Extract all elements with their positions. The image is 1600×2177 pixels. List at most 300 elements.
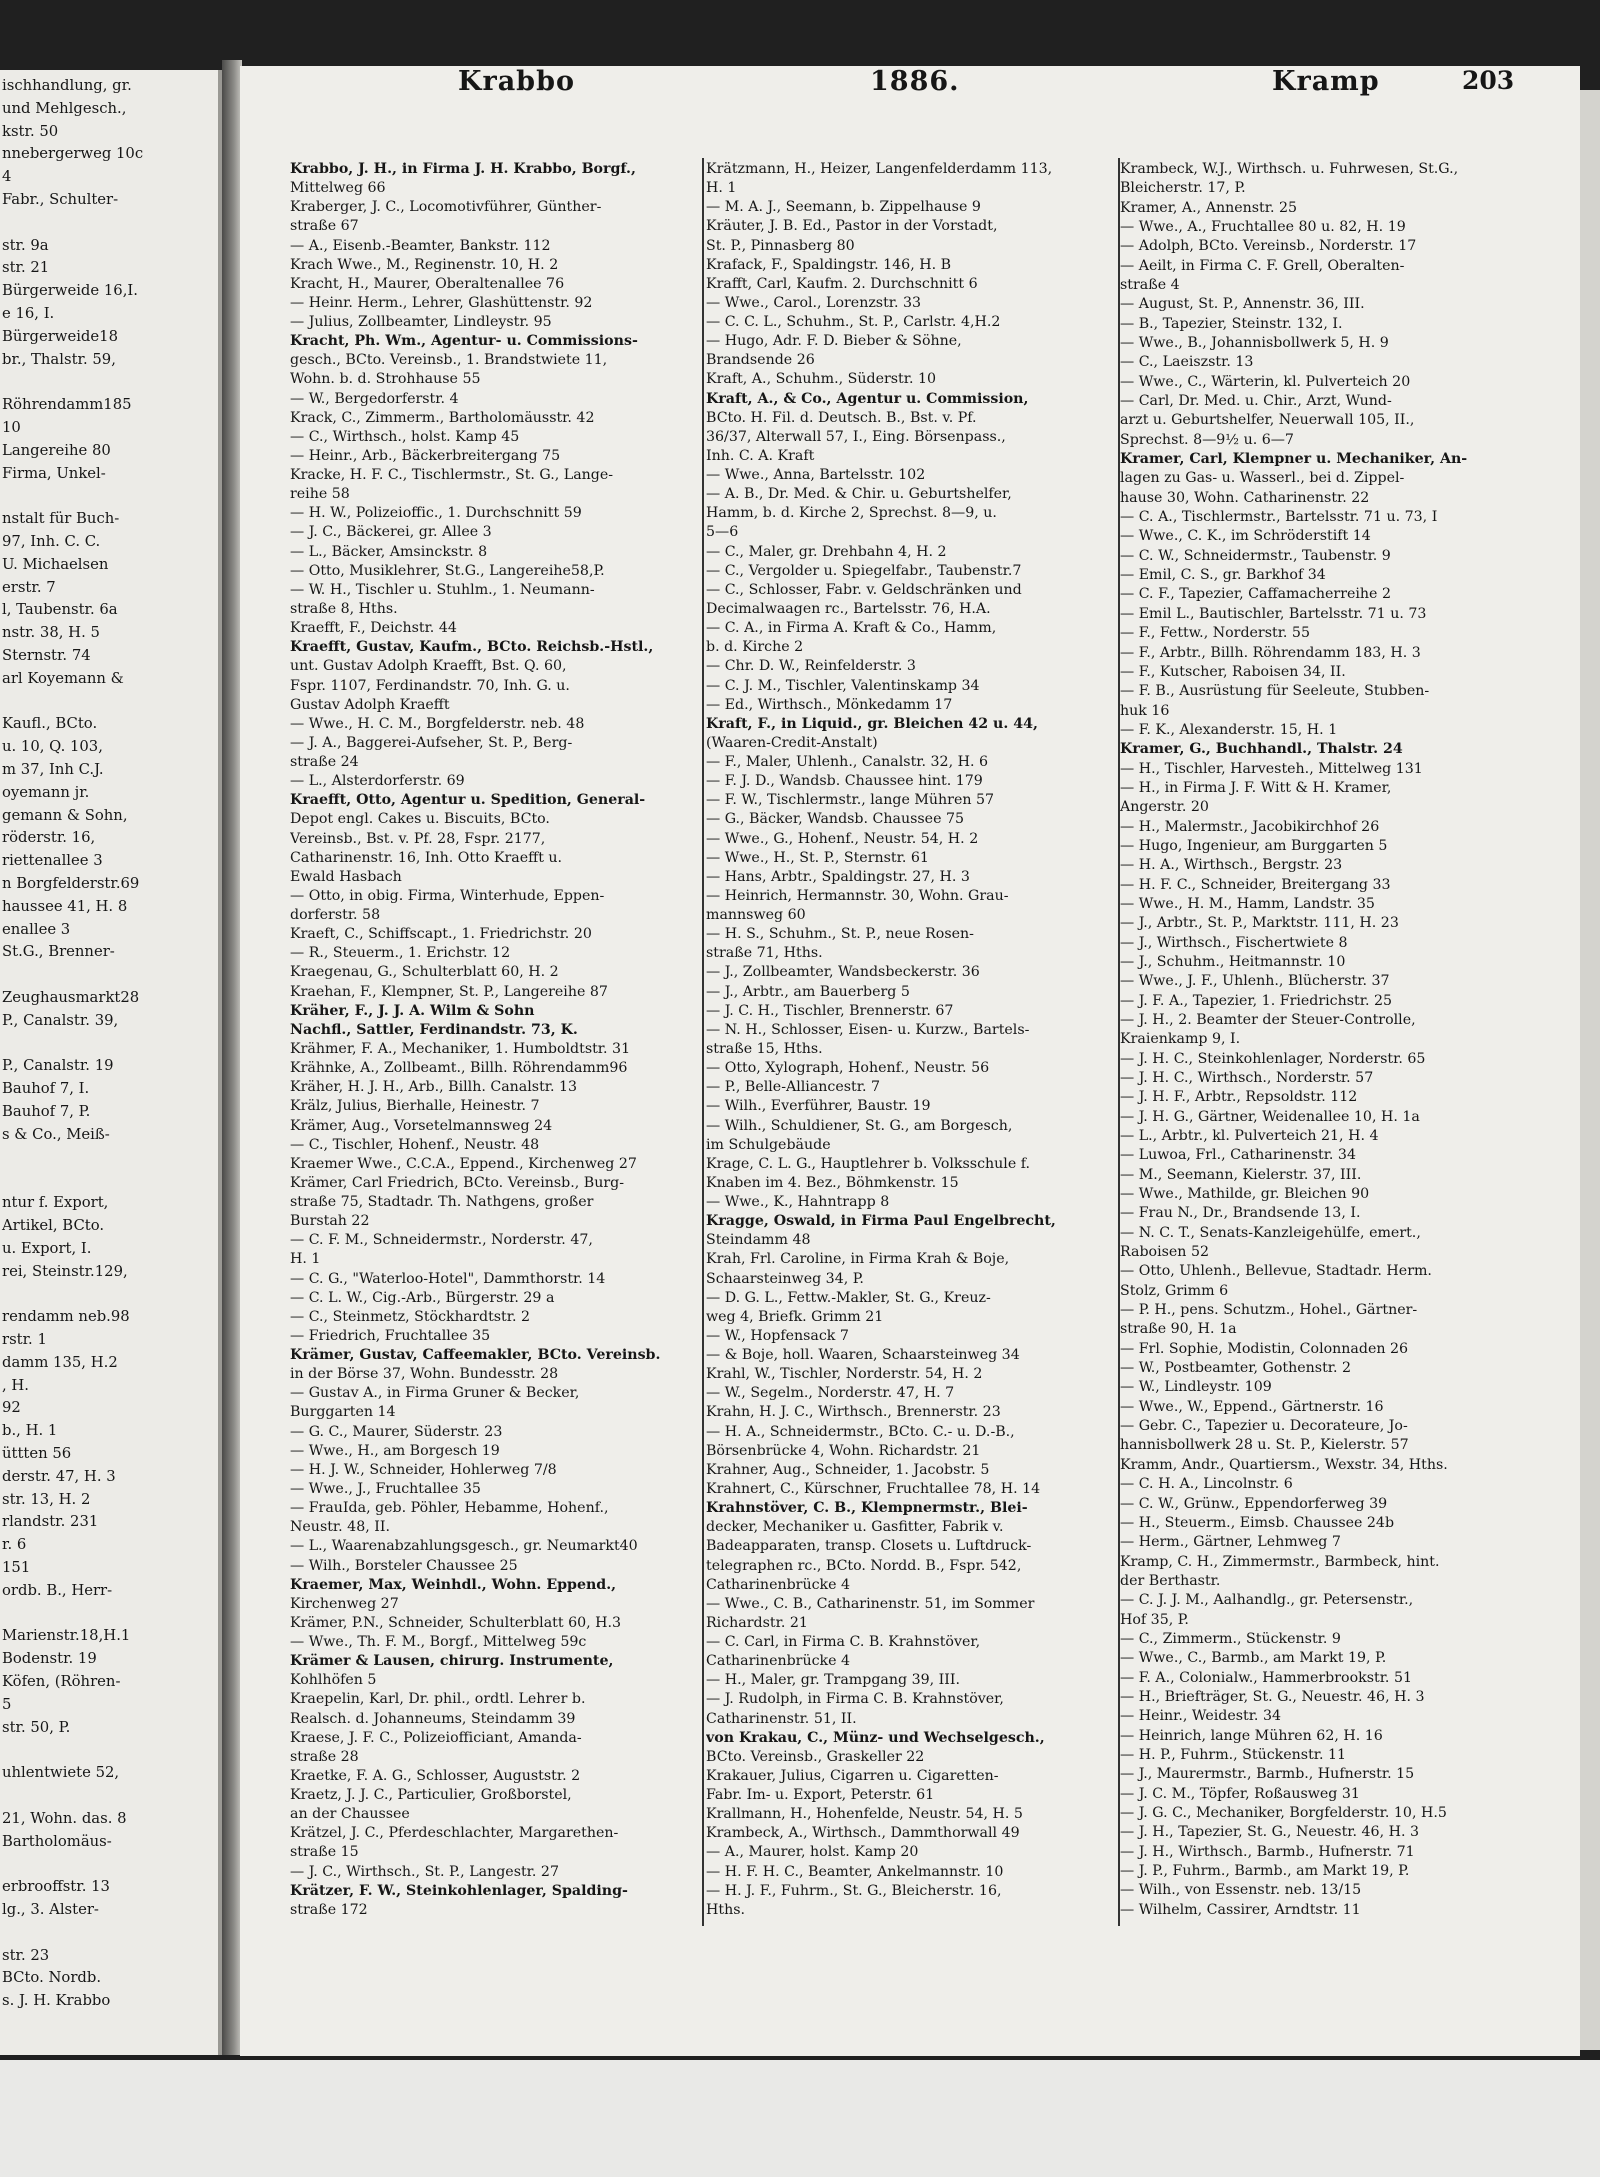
- left-page-line: nstr. 38, H. 5: [2, 624, 100, 642]
- directory-entry-line: Kraefft, Gustav, Kaufm., BCto. Reichsb.-Hstl.,: [290, 639, 654, 656]
- directory-entry-line: arzt u. Geburtshelfer, Neuerwall 105, II.,: [1120, 412, 1415, 429]
- directory-entry-line: straße 71, Hths.: [706, 945, 823, 962]
- directory-entry-line: Krack, C., Zimmerm., Bartholomäusstr. 42: [290, 409, 595, 426]
- directory-entry-line: — Wwe., C., Barmb., am Markt 19, P.: [1120, 1650, 1387, 1667]
- directory-entry-line: — R., Steuerm., 1. Erichstr. 12: [290, 945, 511, 962]
- directory-entry-line: Kraberger, J. C., Locomotivführer, Günther-: [290, 199, 602, 216]
- directory-entry-line: — Ed., Wirthsch., Mönkedamm 17: [706, 696, 953, 713]
- directory-entry-line: — C., Maler, gr. Drehbahn 4, H. 2: [706, 543, 947, 560]
- directory-entry-line: Krakauer, Julius, Cigarren u. Cigaretten-: [706, 1767, 999, 1784]
- directory-entry-line: — A., Eisenb.-Beamter, Bankstr. 112: [290, 237, 551, 254]
- directory-entry-line: — H. A., Schneidermstr., BCto. C.- u. D.-B.,: [706, 1423, 1015, 1440]
- directory-entry-line: Kramer, Carl, Klempner u. Mechaniker, An-: [1120, 451, 1468, 468]
- directory-entry-line: — Wwe., A., Fruchtallee 80 u. 82, H. 19: [1120, 219, 1406, 236]
- directory-entry-line: — L., Arbtr., kl. Pulverteich 21, H. 4: [1120, 1128, 1379, 1145]
- directory-entry-line: Stolz, Grimm 6: [1120, 1282, 1229, 1299]
- directory-entry-line: mannsweg 60: [706, 907, 806, 924]
- directory-entry-line: H. 1: [706, 180, 737, 197]
- directory-entry-line: — Wwe., H., St. P., Sternstr. 61: [706, 849, 929, 866]
- directory-entry-line: — Heinr., Weidestr. 34: [1120, 1708, 1282, 1725]
- directory-entry-line: — Otto, Musiklehrer, St.G., Langereihe58,P.: [290, 562, 605, 579]
- directory-entry-line: an der Chaussee: [290, 1806, 410, 1823]
- directory-entry-line: weg 4, Briefk. Grimm 21: [706, 1308, 884, 1325]
- directory-entry-line: — M. A. J., Seemann, b. Zippelhause 9: [706, 199, 981, 216]
- directory-entry-line: b. d. Kirche 2: [706, 639, 804, 656]
- directory-entry-line: hause 30, Wohn. Catharinenstr. 22: [1120, 489, 1370, 506]
- left-page-line: 5: [2, 1695, 12, 1713]
- left-page-line: P., Canalstr. 39,: [2, 1011, 119, 1029]
- directory-entry-line: — Aeilt, in Firma C. F. Grell, Oberalten-: [1120, 257, 1405, 274]
- directory-entry-line: — J. H., Wirthsch., Barmb., Hufnerstr. 71: [1120, 1843, 1415, 1860]
- directory-entry-line: Krähmer, F. A., Mechaniker, 1. Humboldtstr. 31: [290, 1041, 631, 1057]
- directory-entry-line: Kracht, Ph. Wm., Agentur- u. Commissions-: [290, 333, 638, 350]
- directory-entry-line: straße 172: [290, 1901, 368, 1918]
- left-page-line: ordb. B., Herr-: [2, 1581, 113, 1599]
- left-page-line: Fabr., Schulter-: [2, 191, 119, 208]
- directory-entry-line: Catharinenbrücke 4: [706, 1576, 851, 1593]
- directory-entry-line: Catharinenstr. 16, Inh. Otto Kraefft u.: [290, 849, 563, 866]
- directory-entry-line: Inh. C. A. Kraft: [706, 447, 815, 464]
- directory-entry-line: — H. A., Wirthsch., Bergstr. 23: [1120, 857, 1343, 874]
- directory-entry-line: straße 24: [290, 754, 359, 771]
- directory-entry-line: — C. J. M., Tischler, Valentinskamp 34: [706, 677, 980, 694]
- directory-entry-line: — Carl, Dr. Med. u. Chir., Arzt, Wund-: [1120, 393, 1392, 410]
- directory-entry-line: St. P., Pinnasberg 80: [706, 237, 855, 254]
- left-page-line: rendamm neb.98: [2, 1308, 130, 1326]
- directory-entry-line: — Frau N., Dr., Brandsende 13, I.: [1120, 1205, 1361, 1222]
- directory-entry-line: Hths.: [706, 1901, 746, 1918]
- directory-entry-line: — M., Seemann, Kielerstr. 37, III.: [1120, 1166, 1362, 1183]
- directory-entry-line: Kraemer Wwe., C.C.A., Eppend., Kirchenweg 27: [290, 1155, 637, 1172]
- directory-entry-line: — F. J. D., Wandsb. Chaussee hint. 179: [706, 773, 983, 790]
- left-page-line: b., H. 1: [2, 1422, 58, 1440]
- directory-entry-line: — Wilh., von Essenstr. neb. 13/15: [1120, 1882, 1362, 1899]
- left-page-line: röderstr. 16,: [2, 829, 96, 847]
- directory-entry-line: — J., Schuhm., Heitmannstr. 10: [1120, 953, 1346, 970]
- directory-entry-line: — Wwe., B., Johannisbollwerk 5, H. 9: [1120, 335, 1389, 352]
- directory-entry-line: — Adolph, BCto. Vereinsb., Norderstr. 17: [1120, 238, 1417, 255]
- directory-entry-line: — Heinr. Herm., Lehrer, Glashüttenstr. 92: [290, 294, 593, 311]
- directory-entry-line: Hamm, b. d. Kirche 2, Sprechst. 8—9, u.: [706, 505, 997, 522]
- directory-entry-line: Catharinenbrücke 4: [706, 1653, 851, 1670]
- directory-entry-line: Kraehan, F., Klempner, St. P., Langereihe 87: [290, 983, 608, 1000]
- directory-entry-line: — C. A., Tischlermstr., Bartelsstr. 71 u. 73, I: [1120, 509, 1438, 526]
- left-page-line: 10: [2, 419, 21, 436]
- directory-entry-line: — Wwe., K., Hahntrapp 8: [706, 1194, 890, 1211]
- directory-entry-line: — Wilh., Schuldiener, St. G., am Borgesch,: [706, 1117, 1013, 1134]
- left-page-line: Bauhof 7, P.: [2, 1103, 91, 1120]
- left-page-line: str. 13, H. 2: [2, 1490, 91, 1508]
- directory-entry-line: BCto. H. Fil. d. Deutsch. B., Bst. v. Pf.: [706, 409, 977, 426]
- directory-entry-line: Kraetz, J. J. C., Particulier, Großborstel,: [290, 1787, 572, 1804]
- directory-entry-line: Kraft, F., in Liquid., gr. Bleichen 42 u. 44,: [706, 715, 1038, 732]
- directory-entry-line: der Berthastr.: [1120, 1572, 1221, 1589]
- left-page-line: e 16, I.: [2, 305, 55, 322]
- directory-entry-line: — N. C. T., Senats-Kanzleigehülfe, emert.,: [1120, 1224, 1421, 1241]
- left-page-line: haussee 41, H. 8: [2, 897, 128, 915]
- directory-entry-line: Krahnstöver, C. B., Klempnermstr., Blei-: [706, 1500, 1028, 1517]
- directory-entry-line: Kraese, J. F. C., Polizeiofficiant, Amanda-: [290, 1729, 582, 1746]
- directory-entry-line: — L., Bäcker, Amsinckstr. 8: [290, 543, 488, 560]
- directory-entry-line: — C. G., "Waterloo-Hotel", Dammthorstr. 14: [290, 1270, 606, 1287]
- left-page-line: lg., 3. Alster-: [2, 1901, 99, 1918]
- directory-entry-line: — Frl. Sophie, Modistin, Colonnaden 26: [1120, 1340, 1409, 1357]
- directory-entry-line: Krämer, Aug., Vorsetelmannsweg 24: [290, 1117, 553, 1134]
- directory-entry-line: — H. S., Schuhm., St. P., neue Rosen-: [706, 926, 974, 943]
- directory-entry-line: — Otto, Xylograph, Hohenf., Neustr. 56: [706, 1060, 990, 1077]
- directory-entry-line: — W., Postbeamter, Gothenstr. 2: [1120, 1360, 1352, 1377]
- directory-entry-line: unt. Gustav Adolph Kraefft, Bst. Q. 60,: [290, 658, 567, 675]
- directory-entry-line: straße 15, Hths.: [706, 1041, 823, 1057]
- directory-entry-line: — H. F. C., Schneider, Breitergang 33: [1120, 876, 1391, 893]
- directory-entry-line: — W., Bergedorferstr. 4: [290, 390, 459, 407]
- directory-entry-line: — J. C., Wirthsch., St. P., Langestr. 27: [290, 1863, 559, 1880]
- directory-entry-line: Kraepelin, Karl, Dr. phil., ordtl. Lehrer b.: [290, 1691, 586, 1708]
- directory-entry-line: — Heinr., Arb., Bäckerbreitergang 75: [290, 447, 561, 464]
- directory-entry-line: Ewald Hasbach: [290, 868, 402, 885]
- directory-entry-line: — Wwe., Mathilde, gr. Bleichen 90: [1120, 1186, 1370, 1203]
- directory-entry-line: Krafack, F., Spaldingstr. 146, H. B: [706, 256, 952, 273]
- directory-entry-line: Börsenbrücke 4, Wohn. Richardstr. 21: [706, 1442, 981, 1459]
- directory-entry-line: Krahn, H. J. C., Wirthsch., Brennerstr. 23: [706, 1404, 1001, 1421]
- directory-entry-line: Kraft, A., Schuhm., Süderstr. 10: [706, 371, 937, 388]
- directory-entry-line: Catharinenstr. 51, II.: [706, 1710, 857, 1727]
- directory-entry-line: — C., Vergolder u. Spiegelfabr., Taubenstr.7: [706, 562, 1022, 579]
- directory-entry-line: — J. A., Baggerei-Aufseher, St. P., Berg-: [290, 734, 573, 751]
- directory-entry-line: — Emil L., Bautischler, Bartelsstr. 71 u. 73: [1120, 605, 1427, 622]
- left-page-line: str. 21: [2, 259, 50, 277]
- directory-entry-line: — C. W., Schneidermstr., Taubenstr. 9: [1120, 547, 1391, 564]
- directory-entry-line: Brandsende 26: [706, 352, 815, 369]
- directory-entry-line: — H., Briefträger, St. G., Neuestr. 46, H. 3: [1120, 1688, 1425, 1705]
- left-page-line: str. 23: [2, 1946, 50, 1964]
- left-page-line: Zeughausmarkt28: [2, 989, 140, 1006]
- directory-entry-line: Burstah 22: [290, 1213, 370, 1230]
- left-page-line: rei, Steinstr.129,: [2, 1262, 128, 1280]
- directory-entry-line: Kraefft, Otto, Agentur u. Spedition, General-: [290, 792, 646, 809]
- directory-entry-line: — G., Bäcker, Wandsb. Chaussee 75: [706, 811, 965, 828]
- directory-entry-line: — Herm., Gärtner, Lehmweg 7: [1120, 1534, 1341, 1551]
- directory-entry-line: — Otto, in obig. Firma, Winterhude, Eppen-: [290, 887, 605, 904]
- directory-entry-line: — Hugo, Adr. F. D. Bieber & Söhne,: [706, 333, 962, 350]
- directory-entry-line: — C. F., Tapezier, Caffamacherreihe 2: [1120, 586, 1391, 603]
- directory-entry-line: 5—6: [706, 524, 739, 541]
- left-page-line: Langereihe 80: [2, 441, 111, 459]
- directory-entry-line: — F. A., Colonialw., Hammerbrookstr. 51: [1120, 1669, 1412, 1686]
- directory-entry-line: gesch., BCto. Vereinsb., 1. Brandstwiete 11,: [290, 352, 608, 369]
- directory-entry-line: Sprechst. 8—9½ u. 6—7: [1120, 431, 1294, 448]
- directory-entry-line: Krätzel, J. C., Pferdeschlachter, Margarethen-: [290, 1825, 619, 1842]
- directory-entry-line: — G. C., Maurer, Süderstr. 23: [290, 1423, 503, 1440]
- directory-entry-line: — FrauIda, geb. Pöhler, Hebamme, Hohenf.,: [290, 1500, 609, 1517]
- directory-entry-line: Krälz, Julius, Bierhalle, Heinestr. 7: [290, 1098, 540, 1115]
- left-page-line: üttten 56: [2, 1445, 72, 1462]
- left-page-line: str. 9a: [2, 236, 49, 254]
- directory-entry-line: Krämer & Lausen, chirurg. Instrumente,: [290, 1653, 614, 1670]
- directory-entry-line: — H. J. W., Schneider, Hohlerweg 7/8: [290, 1461, 557, 1478]
- directory-entry-line: — Wwe., C., Wärterin, kl. Pulverteich 20: [1120, 373, 1411, 390]
- directory-entry-line: Krach Wwe., M., Reginenstr. 10, H. 2: [290, 256, 559, 273]
- directory-entry-line: — J. P., Fuhrm., Barmb., am Markt 19, P.: [1120, 1862, 1410, 1879]
- left-page-fragment: [0, 70, 222, 2055]
- directory-entry-line: — H. J. F., Fuhrm., St. G., Bleicherstr. 16,: [706, 1882, 1002, 1899]
- directory-entry-line: telegraphen rc., BCto. Nordd. B., Fspr. 542,: [706, 1557, 1022, 1574]
- left-page-line: erbrooffstr. 13: [2, 1878, 110, 1896]
- scan-bottom-margin: [0, 2060, 1600, 2177]
- directory-entry-line: — W., Hopfensack 7: [706, 1327, 849, 1344]
- directory-entry-line: dorferstr. 58: [290, 907, 381, 924]
- directory-entry-line: — August, St. P., Annenstr. 36, III.: [1120, 296, 1365, 313]
- left-page-line: rlandstr. 231: [2, 1513, 99, 1531]
- directory-entry-line: Kramp, C. H., Zimmermstr., Barmbeck, hint.: [1120, 1553, 1440, 1570]
- directory-entry-line: Kohlhöfen 5: [290, 1672, 377, 1689]
- directory-entry-line: — J. H. G., Gärtner, Weidenallee 10, H. 1a: [1120, 1108, 1420, 1125]
- directory-entry-line: — Heinrich, Hermannstr. 30, Wohn. Grau-: [706, 887, 1009, 904]
- directory-entry-line: — A. B., Dr. Med. & Chir. u. Geburtshelfer,: [706, 486, 1012, 503]
- left-page-line: 4: [2, 168, 12, 186]
- directory-entry-line: Krahner, Aug., Schneider, 1. Jacobstr. 5: [706, 1461, 990, 1478]
- directory-entry-line: — J. G. C., Mechaniker, Borgfelderstr. 10, H.5: [1120, 1804, 1447, 1821]
- directory-entry-line: straße 90, H. 1a: [1120, 1321, 1237, 1338]
- left-page-line: Köfen, (Röhren-: [2, 1673, 121, 1690]
- directory-entry-line: Fabr. Im- u. Export, Peterstr. 61: [706, 1787, 935, 1804]
- directory-entry-line: — F., Fettw., Norderstr. 55: [1120, 625, 1310, 642]
- directory-entry-line: — Wwe., Anna, Bartelsstr. 102: [706, 467, 926, 484]
- directory-entry-line: in der Börse 37, Wohn. Bundesstr. 28: [290, 1366, 559, 1383]
- directory-entry-line: — C., Steinmetz, Stöckhardtstr. 2: [290, 1308, 531, 1325]
- directory-entry-line: — J. H. C., Steinkohlenlager, Norderstr. 65: [1120, 1050, 1426, 1067]
- directory-entry-line: — C. L. W., Cig.-Arb., Bürgerstr. 29 a: [290, 1289, 555, 1306]
- directory-entry-line: — Hugo, Ingenieur, am Burggarten 5: [1120, 837, 1388, 854]
- directory-entry-line: — Wilh., Everführer, Baustr. 19: [706, 1098, 931, 1115]
- directory-entry-line: — C. A., in Firma A. Kraft & Co., Hamm,: [706, 620, 997, 637]
- running-head-right: Kramp: [1272, 66, 1380, 97]
- directory-entry-line: — Emil, C. S., gr. Barkhof 34: [1120, 567, 1326, 584]
- left-page-line: Bürgerweide 16,I.: [2, 282, 138, 300]
- directory-entry-line: decker, Mechaniker u. Gasfitter, Fabrik v.: [706, 1519, 1004, 1536]
- directory-entry-line: — J. H., 2. Beamter der Steuer-Controlle,: [1120, 1011, 1416, 1028]
- directory-entry-line: — Wwe., W., Eppend., Gärtnerstr. 16: [1120, 1398, 1384, 1415]
- left-page-line: 21, Wohn. das. 8: [2, 1809, 127, 1827]
- directory-entry-line: — J. H. F., Arbtr., Repsoldstr. 112: [1120, 1089, 1358, 1106]
- directory-entry-line: huk 16: [1120, 702, 1170, 719]
- directory-entry-line: — Friedrich, Fruchtallee 35: [290, 1327, 491, 1344]
- directory-entry-line: — H. W., Polizeioffic., 1. Durchschnitt 59: [290, 505, 582, 522]
- directory-column-2: [706, 160, 1136, 2000]
- left-page-line: Marienstr.18,H.1: [2, 1627, 131, 1645]
- directory-entry-line: Nachfl., Sattler, Ferdinandstr. 73, K.: [290, 1021, 578, 1038]
- left-page-line: 151: [2, 1559, 31, 1576]
- directory-entry-line: Krahnert, C., Kürschner, Fruchtallee 78, H. 14: [706, 1481, 1041, 1497]
- directory-entry-line: im Schulgebäude: [706, 1136, 831, 1153]
- directory-entry-line: — A., Maurer, holst. Kamp 20: [706, 1844, 919, 1861]
- directory-entry-line: — Wwe., C. B., Catharinenstr. 51, im Sommer: [706, 1595, 1035, 1612]
- directory-entry-line: Kräher, H. J. H., Arb., Billh. Canalstr. 13: [290, 1079, 578, 1096]
- directory-entry-line: — C., Zimmerm., Stückenstr. 9: [1120, 1630, 1341, 1647]
- directory-entry-line: — H., Steuerm., Eimsb. Chaussee 24b: [1120, 1514, 1395, 1531]
- directory-entry-line: — W., Lindleystr. 109: [1120, 1379, 1272, 1396]
- directory-entry-line: — J., Wirthsch., Fischertwiete 8: [1120, 934, 1348, 951]
- directory-entry-line: — Wwe., G., Hohenf., Neustr. 54, H. 2: [706, 830, 979, 847]
- left-page-line: nstalt für Buch-: [2, 510, 120, 528]
- directory-entry-line: — D. G. L., Fettw.-Makler, St. G., Kreuz-: [706, 1289, 991, 1306]
- directory-entry-line: — Wwe., J. F., Uhlenh., Blücherstr. 37: [1120, 973, 1390, 990]
- directory-entry-line: Krabbo, J. H., in Firma J. H. Krabbo, Borgf.,: [290, 161, 636, 177]
- left-page-line: r. 6: [2, 1536, 27, 1554]
- directory-entry-line: (Waaren-Credit-Anstalt): [706, 734, 878, 751]
- directory-entry-line: — W. H., Tischler u. Stuhlm., 1. Neumann-: [290, 581, 595, 598]
- directory-entry-line: Neustr. 48, II.: [290, 1519, 390, 1536]
- page-edge: [1580, 90, 1600, 2050]
- directory-entry-line: Badeapparaten, transp. Closets u. Luftdruck-: [706, 1538, 1032, 1555]
- left-page-line: P., Canalstr. 19: [2, 1057, 114, 1075]
- directory-entry-line: — C. J. J. M., Aalhandlg., gr. Petersenstr.,: [1120, 1592, 1414, 1609]
- directory-entry-line: BCto. Vereinsb., Graskeller 22: [706, 1748, 925, 1765]
- directory-entry-line: — F., Maler, Uhlenh., Canalstr. 32, H. 6: [706, 754, 989, 771]
- directory-entry-line: Kraienkamp 9, I.: [1120, 1031, 1241, 1048]
- left-page-line: rstr. 1: [2, 1331, 47, 1348]
- directory-entry-line: Krage, C. L. G., Hauptlehrer b. Volksschule f.: [706, 1155, 1030, 1172]
- directory-entry-line: — C. H. A., Lincolnstr. 6: [1120, 1476, 1293, 1493]
- directory-entry-line: — C., Laeiszstr. 13: [1120, 354, 1254, 371]
- directory-entry-line: Raboisen 52: [1120, 1244, 1210, 1261]
- directory-entry-line: — J. C., Bäckerei, gr. Allee 3: [290, 524, 492, 541]
- left-page-line: St.G., Brenner-: [2, 943, 115, 961]
- directory-entry-line: Krafft, Carl, Kaufm. 2. Durchschnitt 6: [706, 275, 978, 292]
- directory-entry-line: Bleicherstr. 17, P.: [1120, 180, 1246, 197]
- left-page-line: BCto. Nordb.: [2, 1969, 102, 1987]
- left-page-line: oyemann jr.: [2, 783, 90, 801]
- directory-entry-line: Krah, Frl. Caroline, in Firma Krah & Boje,: [706, 1251, 1010, 1268]
- left-page-line: Sternstr. 74: [2, 647, 91, 664]
- left-page-line: Bodenstr. 19: [2, 1650, 97, 1668]
- directory-entry-line: straße 67: [290, 218, 359, 235]
- directory-entry-line: — Luwoa, Frl., Catharinenstr. 34: [1120, 1147, 1356, 1164]
- directory-entry-line: Kraeft, C., Schiffscapt., 1. Friedrichstr. 20: [290, 926, 592, 943]
- directory-entry-line: Gustav Adolph Kraefft: [290, 696, 450, 713]
- directory-entry-line: — C., Schlosser, Fabr. v. Geldschränken und: [706, 581, 1022, 598]
- left-page-line: arl Koyemann &: [2, 669, 124, 687]
- directory-entry-line: — F., Kutscher, Raboisen 34, II.: [1120, 663, 1346, 680]
- directory-entry-line: Realsch. d. Johanneums, Steindamm 39: [290, 1710, 576, 1727]
- directory-entry-line: — Wwe., H. M., Hamm, Landstr. 35: [1120, 895, 1375, 912]
- directory-entry-line: Mittelweg 66: [290, 180, 386, 197]
- running-head-year: 1886.: [870, 66, 960, 97]
- directory-entry-line: — Wwe., Th. F. M., Borgf., Mittelweg 59c: [290, 1634, 587, 1651]
- directory-entry-line: — J., Arbtr., am Bauerberg 5: [706, 983, 910, 1000]
- directory-entry-line: Burggarten 14: [290, 1404, 396, 1421]
- directory-entry-line: Steindamm 48: [706, 1232, 811, 1249]
- left-page-line: l, Taubenstr. 6a: [2, 601, 118, 619]
- directory-entry-line: Kraetke, F. A. G., Schlosser, Auguststr. 2: [290, 1767, 581, 1784]
- directory-entry-line: — Gustav A., in Firma Gruner & Becker,: [290, 1385, 580, 1402]
- directory-entry-line: reihe 58: [290, 486, 350, 503]
- directory-entry-line: Kramm, Andr., Quartiersm., Wexstr. 34, Hths.: [1120, 1456, 1448, 1473]
- directory-column-1: [290, 160, 720, 2000]
- directory-entry-line: straße 4: [1120, 277, 1180, 294]
- directory-entry-line: Knaben im 4. Bez., Böhmkenstr. 15: [706, 1174, 959, 1191]
- directory-entry-line: — P., Belle-Alliancestr. 7: [706, 1079, 881, 1096]
- directory-entry-line: Kraft, A., & Co., Agentur u. Commission,: [706, 390, 1029, 407]
- directory-entry-line: — H., in Firma J. F. Witt & H. Kramer,: [1120, 779, 1392, 796]
- directory-entry-line: Krätzer, F. W., Steinkohlenlager, Spalding-: [290, 1882, 628, 1899]
- directory-entry-line: — F. B., Ausrüstung für Seeleute, Stubben-: [1120, 683, 1430, 700]
- left-page-line: Bartholomäus-: [2, 1832, 112, 1850]
- left-page-line: Kaufl., BCto.: [2, 715, 98, 733]
- directory-entry-line: straße 75, Stadtadr. Th. Nathgens, großer: [290, 1194, 594, 1211]
- directory-entry-line: — H., Tischler, Harvesteh., Mittelweg 131: [1120, 760, 1423, 777]
- left-page-line: Artikel, BCto.: [2, 1217, 105, 1234]
- directory-entry-line: — & Boje, holl. Waaren, Schaarsteinweg 34: [706, 1347, 1020, 1364]
- directory-entry-line: Kraemer, Max, Weinhdl., Wohn. Eppend.,: [290, 1576, 617, 1593]
- directory-entry-line: — P. H., pens. Schutzm., Hohel., Gärtner-: [1120, 1302, 1418, 1319]
- directory-entry-line: — L., Waarenabzahlungsgesch., gr. Neumarkt40: [290, 1538, 638, 1555]
- directory-entry-line: — H. F. H. C., Beamter, Ankelmannstr. 10: [706, 1863, 1004, 1880]
- directory-entry-line: — J. F. A., Tapezier, 1. Friedrichstr. 25: [1120, 992, 1393, 1009]
- directory-entry-line: Wohn. b. d. Strohhause 55: [290, 371, 481, 388]
- running-head-left: Krabbo: [458, 66, 575, 97]
- directory-entry-line: — Wilhelm, Cassirer, Arndtstr. 11: [1120, 1901, 1361, 1918]
- directory-entry-line: — Julius, Zollbeamter, Lindleystr. 95: [290, 314, 552, 331]
- directory-entry-line: Fspr. 1107, Ferdinandstr. 70, Inh. G. u.: [290, 677, 570, 694]
- directory-entry-line: hannisbollwerk 28 u. St. P., Kielerstr. 57: [1120, 1437, 1409, 1454]
- directory-entry-line: straße 28: [290, 1748, 359, 1765]
- left-page-line: und Mehlgesch.,: [2, 99, 127, 117]
- left-page-line: 97, Inh. C. C.: [2, 533, 101, 550]
- directory-entry-line: Krambeck, W.J., Wirthsch. u. Fuhrwesen, St.G.,: [1120, 161, 1459, 177]
- directory-entry-line: Kramer, G., Buchhandl., Thalstr. 24: [1120, 741, 1403, 758]
- left-page-line: Firma, Unkel-: [2, 464, 106, 482]
- directory-entry-line: Krämer, Gustav, Caffeemakler, BCto. Vereinsb.: [290, 1347, 661, 1364]
- directory-entry-line: Krämer, Carl Friedrich, BCto. Vereinsb., Burg-: [290, 1174, 624, 1191]
- directory-entry-line: straße 8, Hths.: [290, 601, 398, 617]
- directory-entry-line: Krähnke, A., Zollbeamt., Billh. Röhrendamm96: [290, 1060, 628, 1077]
- directory-entry-line: — C., Wirthsch., holst. Kamp 45: [290, 428, 520, 445]
- directory-entry-line: — L., Alsterdorferstr. 69: [290, 773, 465, 790]
- left-page-line: u. 10, Q. 103,: [2, 738, 103, 756]
- directory-entry-line: — J. C. H., Tischler, Brennerstr. 67: [706, 1002, 954, 1019]
- directory-entry-line: Kracke, H. F. C., Tischlermstr., St. G., Lange-: [290, 467, 614, 484]
- directory-entry-line: H. 1: [290, 1251, 321, 1268]
- left-page-line: str. 50, P.: [2, 1718, 71, 1736]
- directory-entry-line: — H., Malermstr., Jacobikirchhof 26: [1120, 818, 1380, 835]
- directory-entry-line: — Heinrich, lange Mühren 62, H. 16: [1120, 1727, 1383, 1744]
- left-page-line: Bürgerweide18: [2, 327, 118, 345]
- left-page-line: derstr. 47, H. 3: [2, 1467, 116, 1485]
- directory-entry-line: — C. F. M., Schneidermstr., Norderstr. 47,: [290, 1232, 593, 1249]
- left-page-line: damm 135, H.2: [2, 1353, 118, 1371]
- left-page-line: ntur f. Export,: [2, 1194, 109, 1212]
- left-page-line: u. Export, I.: [2, 1239, 92, 1257]
- directory-entry-line: Kräuter, J. B. Ed., Pastor in der Vorstadt,: [706, 218, 998, 235]
- directory-entry-line: Kräher, F., J. J. A. Wilm & Sohn: [290, 1002, 535, 1019]
- directory-entry-line: Angerstr. 20: [1120, 799, 1209, 816]
- directory-column-3: [1120, 160, 1550, 2000]
- directory-entry-line: — J. H. C., Wirthsch., Norderstr. 57: [1120, 1070, 1374, 1086]
- directory-entry-line: Depot engl. Cakes u. Biscuits, BCto.: [290, 811, 550, 828]
- directory-entry-line: lagen zu Gas- u. Wasserl., bei d. Zippel-: [1120, 470, 1405, 487]
- directory-entry-line: — Wwe., H. C. M., Borgfelderstr. neb. 48: [290, 715, 585, 732]
- directory-entry-line: — C. Carl, in Firma C. B. Krahnstöver,: [706, 1634, 981, 1651]
- left-page-line: s. J. H. Krabbo: [2, 1992, 111, 2010]
- directory-entry-line: Vereinsb., Bst. v. Pf. 28, Fspr. 2177,: [290, 830, 546, 847]
- left-page-line: U. Michaelsen: [2, 555, 109, 573]
- directory-entry-line: — F., Arbtr., Billh. Röhrendamm 183, H. 3: [1120, 644, 1421, 661]
- left-page-line: enallee 3: [2, 920, 71, 938]
- directory-entry-line: von Krakau, C., Münz- und Wechselgesch.,: [706, 1729, 1045, 1746]
- left-page-line: kstr. 50: [2, 122, 59, 140]
- directory-entry-line: Schaarsteinweg 34, P.: [706, 1270, 864, 1287]
